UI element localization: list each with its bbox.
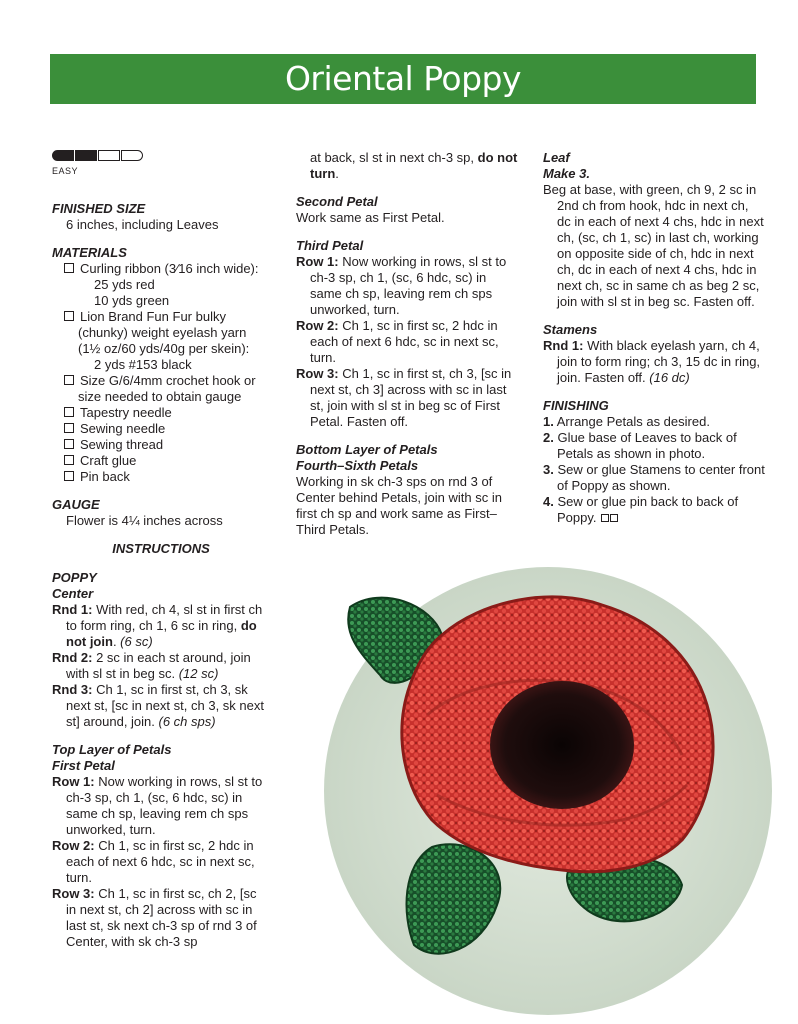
checkbox-icon xyxy=(64,407,74,417)
checkbox-icon xyxy=(64,455,74,465)
finishing-step-1: 1. Arrange Petals as desired. xyxy=(543,414,710,429)
third-petal-row-2: Row 2: Ch 1, sc in first sc, 2 hdc in each of next 6 hdc, sc in next sc, turn. xyxy=(296,318,499,365)
top-layer-heading: Top Layer of Petals xyxy=(52,742,172,757)
checkbox-icon xyxy=(64,375,74,385)
leaf-heading: Leaf xyxy=(543,150,570,165)
material-item: Pin back xyxy=(52,469,270,485)
finishing-step-3: 3. Sew or glue Stamens to center front of Poppy as shown. xyxy=(543,462,765,493)
stamens-heading: Stamens xyxy=(543,322,598,337)
material-sub: 25 yds red xyxy=(94,277,155,292)
page-title: Oriental Poppy xyxy=(50,54,756,104)
first-petal-heading: First Petal xyxy=(52,758,115,773)
skill-level-icon xyxy=(52,150,270,161)
material-item: Curling ribbon (3⁄16 inch wide): xyxy=(52,261,270,277)
make-3-heading: Make 3. xyxy=(543,166,590,181)
finished-size-text: 6 inches, including Leaves xyxy=(66,217,219,232)
center-rnd-1: Rnd 1: With red, ch 4, sl st in first ch to form ring, ch 1, 6 sc in ring, do not join. (6 sc) xyxy=(52,602,263,649)
finished-size-heading: FINISHED SIZE xyxy=(52,201,146,216)
first-petal-row-1: Row 1: Now working in rows, sl st to ch-3 sp, ch 1, (sc, 6 hdc, sc) in same ch sp, leaving rem ch sps unworked, turn. xyxy=(52,774,263,837)
end-mark-icon xyxy=(601,514,609,522)
checkbox-icon xyxy=(64,311,74,321)
material-item: Craft glue xyxy=(52,453,270,469)
first-petal-row-3: Row 3: Ch 1, sc in first sc, ch 2, [sc in next st, ch 2] across with sc in last st, sk next ch-3 sp of rnd 3 of Center, with sk ch-3 sp xyxy=(52,886,257,949)
stamens-rnd-1: Rnd 1: With black eyelash yarn, ch 4, join to form ring; ch 3, 15 dc in ring, join. Fasten off. (16 dc) xyxy=(543,338,761,385)
center-heading: Center xyxy=(52,586,94,601)
third-petal-row-1: Row 1: Now working in rows, sl st to ch-3 sp, ch 1, (sc, 6 hdc, sc) in same ch sp, leaving rem ch sps unworked, turn. xyxy=(296,254,507,317)
bottom-layer-heading: Bottom Layer of Petals xyxy=(296,442,438,457)
materials-heading: MATERIALS xyxy=(52,245,127,260)
material-sub: 10 yds green xyxy=(94,293,170,308)
fourth-sixth-petals-heading: Fourth–Sixth Petals xyxy=(296,458,419,473)
column-2 xyxy=(296,150,518,550)
center-rnd-3: Rnd 3: Ch 1, sc in first st, ch 3, sk next st, [sc in next st, ch 3, sk next st] around, join. (6 ch sps) xyxy=(52,682,264,729)
column-1 xyxy=(52,150,270,950)
poppy-center xyxy=(490,681,634,809)
gauge-heading: GAUGE xyxy=(52,497,100,512)
column-3 xyxy=(543,150,765,538)
material-item: Lion Brand Fun Fur bulky (chunky) weight eyelash yarn (1½ oz/60 yds/40g per skein): xyxy=(52,309,270,357)
poppy-photo xyxy=(322,565,774,1017)
finishing-step-4: 4. Sew or glue pin back to back of Poppy. xyxy=(543,494,739,525)
end-mark-icon xyxy=(610,514,618,522)
material-item: Size G/6/4mm crochet hook or size needed to obtain gauge xyxy=(52,373,270,405)
bottom-layer-text: Working in sk ch-3 sps on rnd 3 of Center behind Petals, join with sc in first ch sp and work same as First–Third Petals. xyxy=(296,474,502,537)
finishing-step-2: 2. Glue base of Leaves to back of Petals as shown in photo. xyxy=(543,430,737,461)
skill-level-label: EASY xyxy=(52,166,79,176)
leaf-text: Beg at base, with green, ch 9, 2 sc in 2nd ch from hook, hdc in next ch, dc in each of next 4 chs, hdc in next ch, (sc, ch 1, sc) in last ch, working on opposite side of ch, hdc in next ch, dc in each of next 4 chs, hdc in next ch, sc in same ch as beg 2 sc, join with sl st in beg sc. Fasten off. xyxy=(543,182,764,309)
second-petal-heading: Second Petal xyxy=(296,194,378,209)
instructions-heading: INSTRUCTIONS xyxy=(112,541,210,556)
checkbox-icon xyxy=(64,471,74,481)
gauge-text: Flower is 4¼ inches across xyxy=(66,513,223,528)
material-item: Sewing needle xyxy=(52,421,270,437)
material-item: Tapestry needle xyxy=(52,405,270,421)
checkbox-icon xyxy=(64,263,74,273)
checkbox-icon xyxy=(64,439,74,449)
checkbox-icon xyxy=(64,423,74,433)
first-petal-continued: at back, sl st in next ch-3 sp, do not turn. xyxy=(310,150,518,181)
second-petal-text: Work same as First Petal. xyxy=(296,210,445,225)
third-petal-heading: Third Petal xyxy=(296,238,364,253)
material-item: Sewing thread xyxy=(52,437,270,453)
finishing-heading: FINISHING xyxy=(543,398,609,413)
poppy-heading: POPPY xyxy=(52,570,97,585)
material-sub: 2 yds #153 black xyxy=(94,357,192,372)
center-rnd-2: Rnd 2: 2 sc in each st around, join with sl st in beg sc. (12 sc) xyxy=(52,650,251,681)
first-petal-row-2: Row 2: Ch 1, sc in first sc, 2 hdc in each of next 6 hdc, sc in next sc, turn. xyxy=(52,838,255,885)
third-petal-row-3: Row 3: Ch 1, sc in first st, ch 3, [sc in next st, ch 3] across with sc in last st, join with sl st in beg sc of First Petal. Fasten off. xyxy=(296,366,512,429)
